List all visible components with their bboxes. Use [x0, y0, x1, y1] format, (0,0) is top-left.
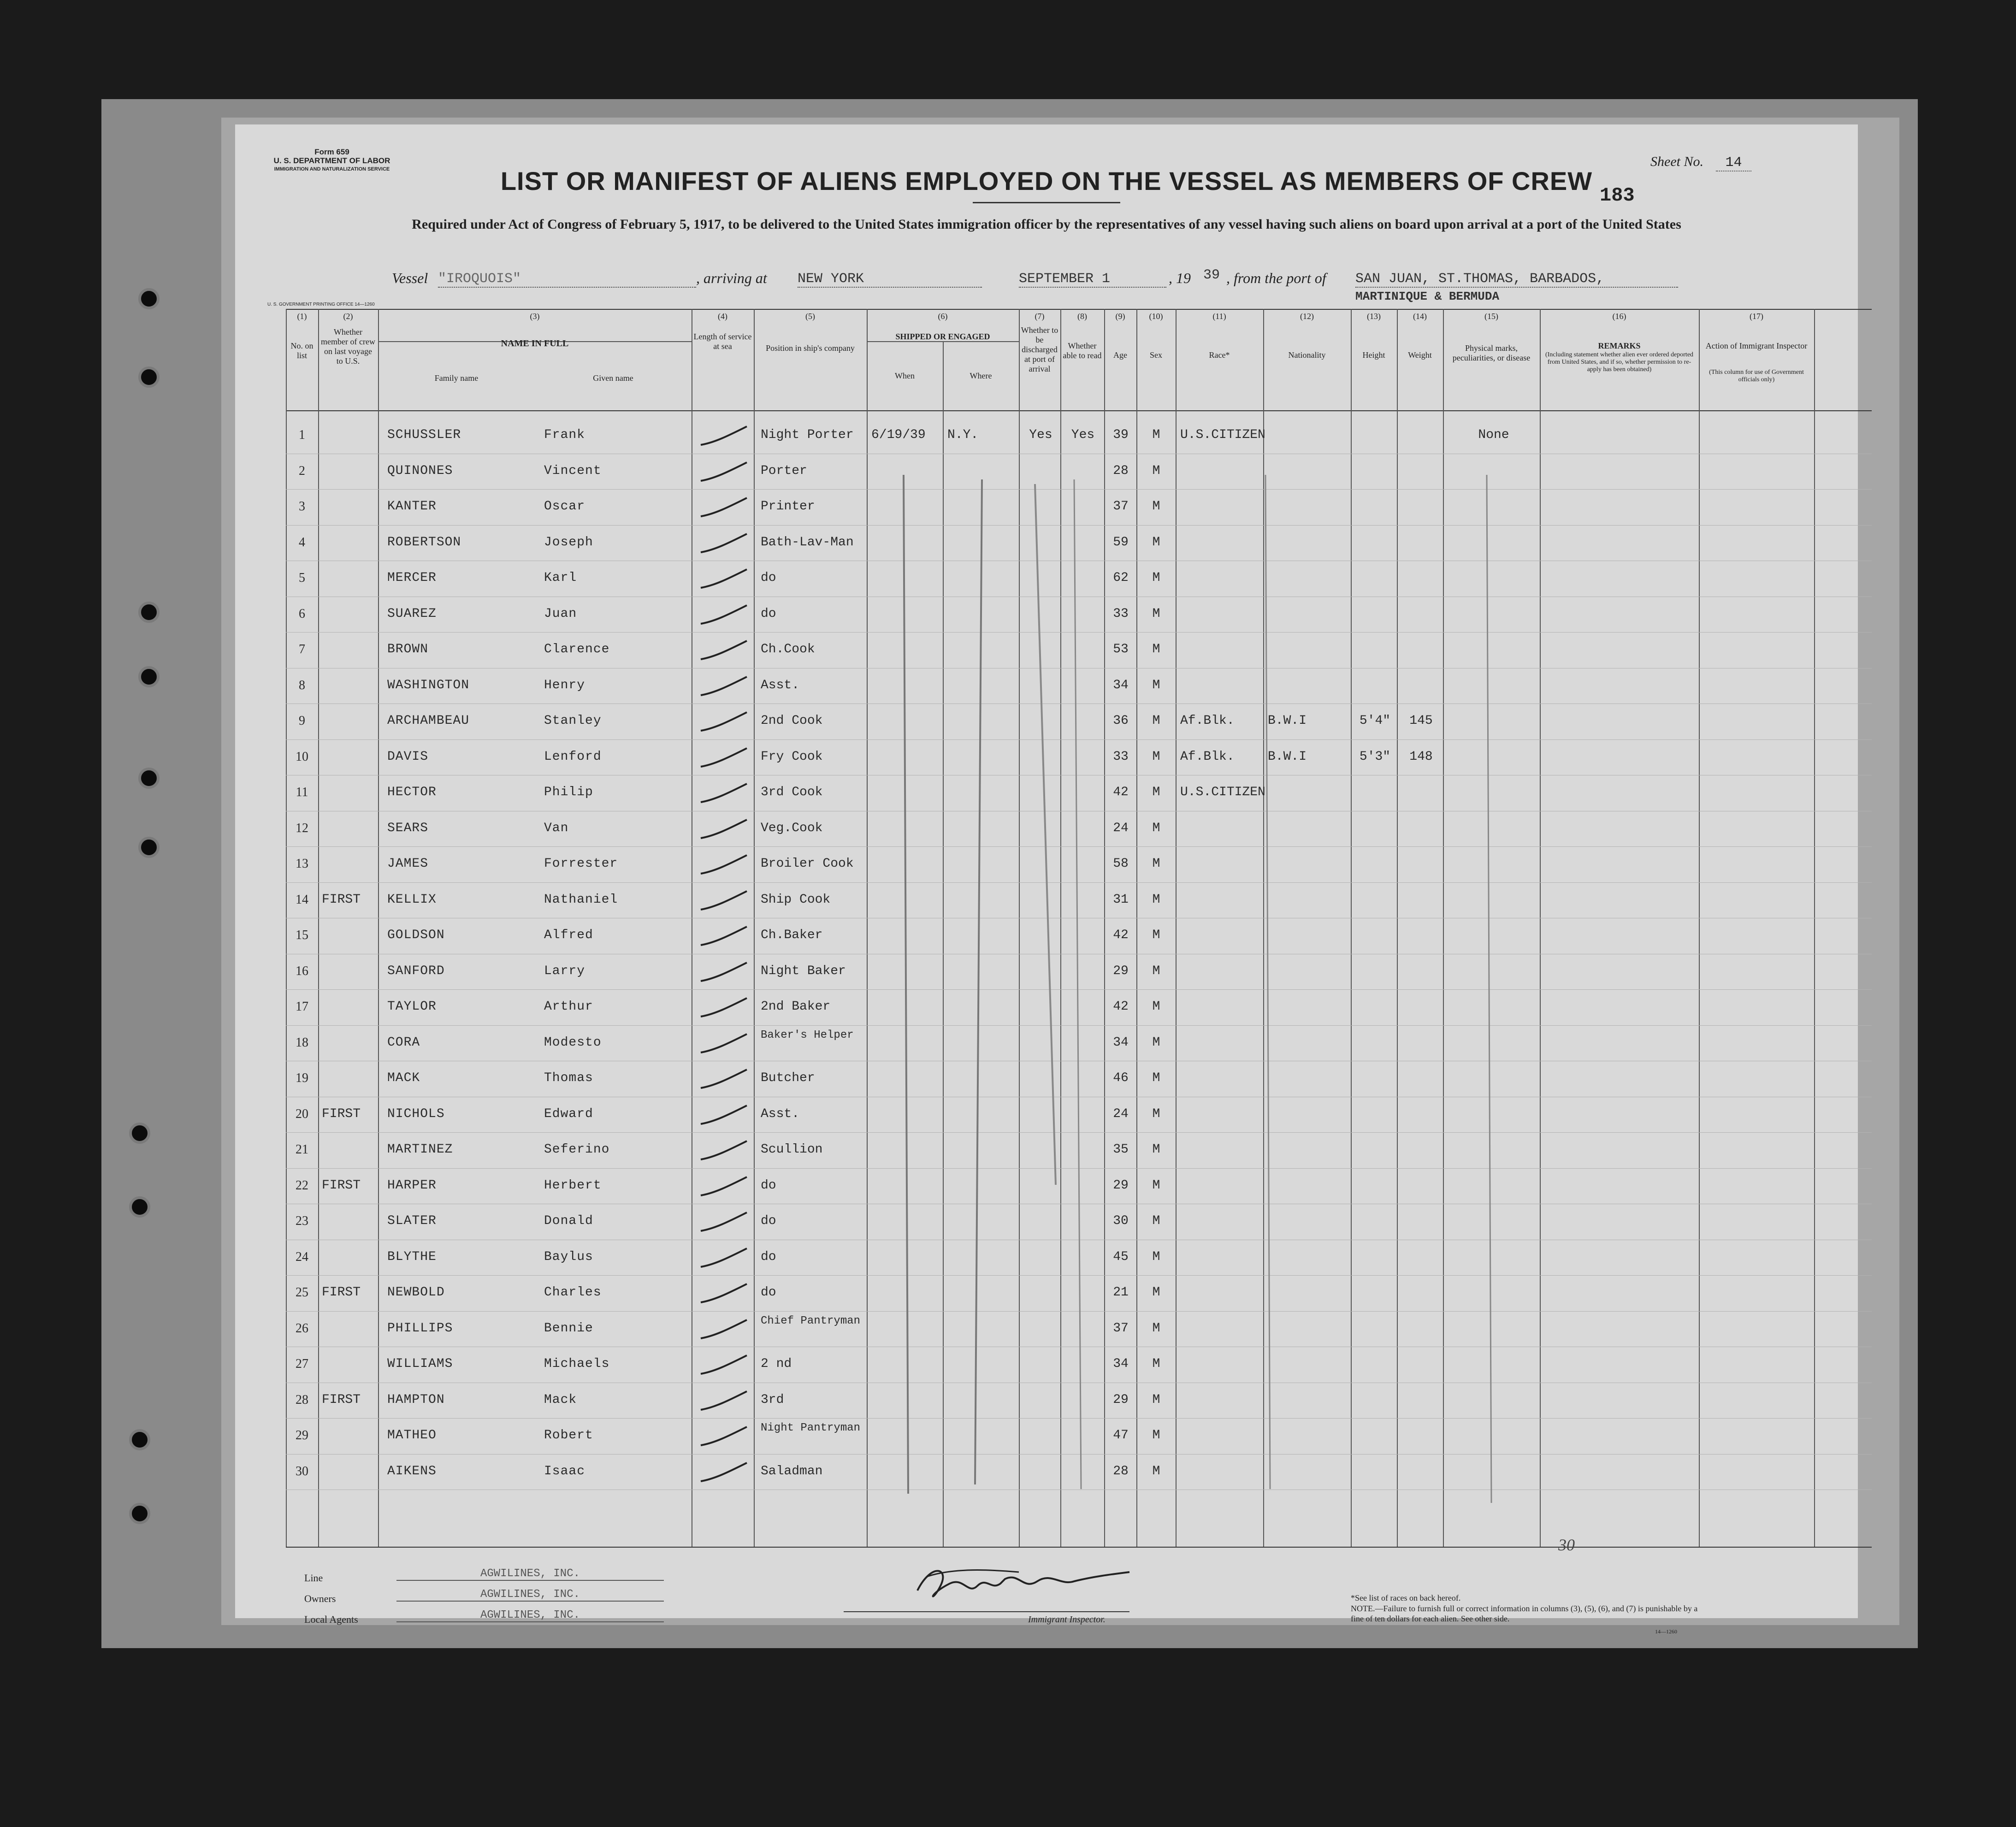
cell-shipped-where: N.Y.	[947, 428, 979, 442]
cell-given-name: Nathaniel	[544, 892, 618, 907]
cell-given-name: Alfred	[544, 928, 593, 942]
from-port-value-2: MARTINIQUE & BERMUDA	[1355, 290, 1500, 303]
cell-previous-voyage: FIRST	[322, 1106, 361, 1121]
cell-family-name: NEWBOLD	[387, 1285, 445, 1300]
cell-given-name: Isaac	[544, 1464, 585, 1478]
agents-label: Local Agents	[304, 1614, 358, 1625]
remarks-instructions: (Including statement whether alien ever ordered deported from United States, and if so, whether permission to re-apply has been obtained)	[1545, 351, 1694, 373]
cell-sex: M	[1152, 999, 1160, 1014]
cell-family-name: TAYLOR	[387, 999, 437, 1014]
cell-position: Porter	[761, 463, 807, 478]
pencil-line	[1265, 475, 1270, 1489]
pencil-marks	[235, 124, 1858, 1618]
action-instructions: (This column for use of Government officials only)	[1709, 369, 1804, 383]
cell-age: 42	[1113, 928, 1129, 942]
cell-row-number: 20	[296, 1106, 308, 1121]
cell-given-name: Edward	[544, 1106, 593, 1121]
cell-given-name: Robert	[544, 1428, 593, 1443]
column-header-shipped: SHIPPED OR ENGAGED	[895, 332, 990, 341]
cell-sex: M	[1152, 463, 1160, 478]
cell-row-number: 13	[296, 857, 308, 871]
cell-row-number: 19	[296, 1071, 308, 1085]
cell-row-number: 7	[299, 642, 305, 656]
cell-family-name: JAMES	[387, 857, 429, 871]
cell-row-number: 23	[296, 1214, 308, 1228]
cell-row-number: 25	[296, 1285, 308, 1300]
cell-family-name: NICHOLS	[387, 1106, 445, 1121]
cell-family-name: SCHUSSLER	[387, 428, 461, 442]
cell-row-number: 11	[296, 785, 308, 799]
cell-row-number: 2	[299, 463, 305, 478]
cell-age: 33	[1113, 606, 1129, 621]
date-value: SEPTEMBER 1	[1019, 271, 1166, 288]
cell-sex: M	[1152, 785, 1160, 799]
cell-sex: M	[1152, 1392, 1160, 1407]
cell-nationality: B.W.I	[1268, 749, 1307, 764]
column-header-physical-marks: Physical marks, peculiarities, or disease	[1452, 343, 1531, 362]
department-name: U. S. DEPARTMENT OF LABOR	[273, 156, 390, 165]
cell-physical-marks: None	[1478, 428, 1509, 442]
cell-row-number: 14	[296, 892, 308, 907]
column-number: (13)	[1367, 312, 1381, 321]
cell-position: Asst.	[761, 1106, 800, 1121]
sheet-number-label: Sheet No.	[1650, 154, 1703, 169]
cell-given-name: Modesto	[544, 1035, 602, 1050]
cell-position: Ch.Cook	[761, 642, 815, 656]
cell-family-name: MARTINEZ	[387, 1142, 453, 1157]
pencil-line	[904, 475, 908, 1494]
cell-sex: M	[1152, 1178, 1160, 1193]
cell-race: U.S.CITIZEN	[1180, 785, 1265, 799]
cell-sex: M	[1152, 1035, 1160, 1050]
cell-family-name: HARPER	[387, 1178, 437, 1193]
cell-age: 47	[1113, 1428, 1129, 1443]
penalty-note: NOTE.—Failure to furnish full or correct information in columns (3), (5), (6), and (7) is punishable by a fine of ten dollars for each alien. See other side.	[1351, 1604, 1698, 1623]
cell-age: 29	[1113, 1392, 1129, 1407]
cell-position: Night Pantryman	[761, 1422, 861, 1434]
cell-height: 5'4"	[1359, 714, 1391, 728]
column-number: (7)	[1035, 312, 1045, 321]
column-subheader-when: When	[895, 371, 915, 380]
cell-row-number: 28	[296, 1392, 308, 1407]
cell-sex: M	[1152, 714, 1160, 728]
vessel-label: Vessel	[392, 270, 428, 286]
cell-position: do	[761, 606, 776, 621]
cell-shipped-when: 6/19/39	[871, 428, 926, 442]
cell-previous-voyage: FIRST	[322, 892, 361, 907]
print-code: 14—1260	[1655, 1628, 1677, 1635]
cell-row-number: 3	[299, 499, 305, 514]
cell-family-name: BROWN	[387, 642, 429, 656]
column-header-weight: Weight	[1408, 350, 1432, 360]
cell-row-number: 8	[299, 678, 305, 692]
cell-previous-voyage: FIRST	[322, 1392, 361, 1407]
sheet-number-value: 14	[1716, 155, 1751, 171]
column-header-position: Position in ship's company	[766, 343, 855, 353]
cell-given-name: Herbert	[544, 1178, 602, 1193]
binder-hole	[129, 1123, 150, 1144]
cell-position: Chief Pantryman	[761, 1314, 861, 1327]
cell-row-number: 10	[296, 749, 308, 764]
binder-hole	[138, 367, 160, 388]
column-number: (2)	[343, 312, 353, 321]
printing-office: U. S. GOVERNMENT PRINTING OFFICE 14—1260	[267, 302, 375, 307]
cell-sex: M	[1152, 1214, 1160, 1228]
column-header-remarks: REMARKS	[1598, 341, 1641, 350]
cell-position: Saladman	[761, 1464, 823, 1478]
column-number: (15)	[1484, 312, 1498, 321]
cell-age: 24	[1113, 821, 1129, 835]
cell-row-number: 4	[299, 535, 305, 550]
cell-given-name: Vincent	[544, 463, 602, 478]
cell-family-name: WILLIAMS	[387, 1357, 453, 1371]
cell-sex: M	[1152, 678, 1160, 692]
cell-position: 3rd Cook	[761, 785, 823, 799]
column-number: (17)	[1750, 312, 1763, 321]
cell-given-name: Thomas	[544, 1071, 593, 1085]
column-number: (9)	[1115, 312, 1125, 321]
cell-family-name: MERCER	[387, 571, 437, 585]
cell-position: Printer	[761, 499, 815, 514]
cell-age: 29	[1113, 964, 1129, 978]
cell-row-number: 29	[296, 1428, 308, 1443]
cell-family-name: CORA	[387, 1035, 420, 1050]
cell-position: Ship Cook	[761, 892, 831, 907]
tally-count: 30	[1558, 1536, 1575, 1554]
binder-hole	[129, 1503, 150, 1524]
cell-family-name: BLYTHE	[387, 1249, 437, 1264]
cell-age: 34	[1113, 1035, 1129, 1050]
cell-position: do	[761, 1178, 776, 1193]
binder-hole	[138, 288, 160, 309]
cell-position: 2nd Baker	[761, 999, 831, 1014]
column-header-race: Race*	[1209, 350, 1230, 360]
cell-position: Asst.	[761, 678, 800, 692]
cell-race: Af.Blk.	[1180, 749, 1235, 764]
cell-position: 2 nd	[761, 1357, 792, 1371]
cell-sex: M	[1152, 1249, 1160, 1264]
cell-age: 24	[1113, 1106, 1129, 1121]
column-number: (10)	[1149, 312, 1163, 321]
column-number: (6)	[938, 312, 948, 321]
cell-sex: M	[1152, 892, 1160, 907]
cell-family-name: ARCHAMBEAU	[387, 714, 470, 728]
cell-age: 35	[1113, 1142, 1129, 1157]
cell-row-number: 15	[296, 928, 308, 942]
cell-age: 46	[1113, 1071, 1129, 1085]
binder-hole	[129, 1429, 150, 1450]
cell-given-name: Joseph	[544, 535, 593, 550]
service-name: IMMIGRATION AND NATURALIZATION SERVICE	[274, 166, 390, 172]
cell-family-name: ROBERTSON	[387, 535, 461, 550]
cell-age: 33	[1113, 749, 1129, 764]
cell-given-name: Michaels	[544, 1357, 610, 1371]
cell-row-number: 16	[296, 964, 308, 978]
column-header-nationality: Nationality	[1288, 350, 1326, 360]
cell-row-number: 26	[296, 1321, 308, 1336]
cell-sex: M	[1152, 571, 1160, 585]
form-number: Form 659	[314, 148, 349, 156]
column-header-age: Age	[1113, 350, 1127, 360]
binder-hole	[138, 768, 160, 789]
cell-given-name: Karl	[544, 571, 577, 585]
cell-previous-voyage: FIRST	[322, 1178, 361, 1193]
column-number: (16)	[1612, 312, 1626, 321]
cell-age: 59	[1113, 535, 1129, 550]
column-header-action: Action of Immigrant Inspector	[1705, 341, 1808, 350]
cell-age: 34	[1113, 1357, 1129, 1371]
cell-height: 5'3"	[1359, 749, 1391, 764]
agents-value: AGWILINES, INC.	[396, 1609, 664, 1622]
cell-position: 2nd Cook	[761, 714, 823, 728]
column-header-no: No. on list	[290, 341, 313, 360]
cell-weight: 145	[1409, 714, 1433, 728]
column-subheader-family: Family name	[434, 373, 479, 383]
cell-race: U.S.CITIZEN	[1180, 428, 1265, 442]
cell-position: Night Baker	[761, 964, 846, 978]
column-number: (1)	[297, 312, 307, 321]
cell-position: Baker's Helper	[761, 1029, 854, 1041]
binder-hole	[129, 1196, 150, 1218]
cell-given-name: Arthur	[544, 999, 593, 1014]
cell-nationality: B.W.I	[1268, 714, 1307, 728]
column-subheader-where: Where	[970, 371, 992, 380]
cell-age: 30	[1113, 1214, 1129, 1228]
cell-age: 37	[1113, 499, 1129, 514]
cell-sex: M	[1152, 535, 1160, 550]
cell-sex: M	[1152, 1321, 1160, 1336]
cell-sex: M	[1152, 749, 1160, 764]
cell-age: 39	[1113, 428, 1129, 442]
column-number: (5)	[805, 312, 815, 321]
cell-position: do	[761, 571, 776, 585]
page-subtitle: Required under Act of Congress of February 5, 1917, to be delivered to the United States immigration officer by the representatives of any vessel having such aliens on board upon arrival at a port of the United States	[412, 217, 1681, 232]
cell-age: 28	[1113, 1464, 1129, 1478]
pencil-line	[1035, 484, 1056, 1185]
cell-position: Bath-Lav-Man	[761, 535, 854, 550]
cell-sex: M	[1152, 1142, 1160, 1157]
cell-row-number: 27	[296, 1357, 308, 1371]
cell-given-name: Charles	[544, 1285, 602, 1300]
cell-sex: M	[1152, 857, 1160, 871]
cell-race: Af.Blk.	[1180, 714, 1235, 728]
cell-sex: M	[1152, 1357, 1160, 1371]
arriving-label: , arriving at	[696, 270, 767, 286]
cell-sex: M	[1152, 428, 1160, 442]
pencil-line	[1487, 475, 1491, 1503]
column-header-height: Height	[1362, 350, 1385, 360]
pencil-line	[1074, 479, 1081, 1489]
cell-sex: M	[1152, 928, 1160, 942]
cell-row-number: 30	[296, 1464, 308, 1478]
cell-given-name: Henry	[544, 678, 585, 692]
cell-sex: M	[1152, 964, 1160, 978]
cell-position: Night Porter	[761, 428, 854, 442]
cell-family-name: KELLIX	[387, 892, 437, 907]
cell-given-name: Juan	[544, 606, 577, 621]
cell-position: do	[761, 1285, 776, 1300]
cell-row-number: 18	[296, 1035, 308, 1050]
cell-family-name: GOLDSON	[387, 928, 445, 942]
cell-row-number: 12	[296, 821, 308, 835]
column-number: (3)	[530, 312, 540, 321]
cell-given-name: Forrester	[544, 857, 618, 871]
cell-sex: M	[1152, 1428, 1160, 1443]
cell-age: 28	[1113, 463, 1129, 478]
cell-family-name: SUAREZ	[387, 606, 437, 621]
inspector-label: Immigrant Inspector.	[1028, 1614, 1106, 1625]
cell-family-name: DAVIS	[387, 749, 429, 764]
cell-position: do	[761, 1214, 776, 1228]
arriving-value: NEW YORK	[798, 271, 982, 288]
cell-age: 29	[1113, 1178, 1129, 1193]
cell-position: Veg.Cook	[761, 821, 823, 835]
cell-row-number: 24	[296, 1249, 308, 1264]
cell-given-name: Donald	[544, 1214, 593, 1228]
cell-family-name: QUINONES	[387, 463, 453, 478]
cell-age: 62	[1113, 571, 1129, 585]
cell-row-number: 6	[299, 606, 305, 621]
cell-age: 21	[1113, 1285, 1129, 1300]
cell-age: 58	[1113, 857, 1129, 871]
cell-family-name: MACK	[387, 1071, 420, 1085]
cell-given-name: Baylus	[544, 1249, 593, 1264]
line-value: AGWILINES, INC.	[396, 1567, 664, 1581]
cell-age: 53	[1113, 642, 1129, 656]
cell-given-name: Lenford	[544, 749, 602, 764]
cell-sex: M	[1152, 606, 1160, 621]
binder-hole	[138, 602, 160, 623]
race-note: *See list of races on back hereof.	[1351, 1593, 1461, 1602]
column-number: (8)	[1077, 312, 1087, 321]
owners-label: Owners	[304, 1593, 336, 1604]
cell-sex: M	[1152, 1464, 1160, 1478]
cell-age: 36	[1113, 714, 1129, 728]
inspector-signature	[899, 1558, 1139, 1609]
cell-position: do	[761, 1249, 776, 1264]
cell-given-name: Clarence	[544, 642, 610, 656]
cell-position: Butcher	[761, 1071, 815, 1085]
column-number: (11)	[1212, 312, 1226, 321]
owners-value: AGWILINES, INC.	[396, 1588, 664, 1602]
cell-row-number: 9	[299, 714, 305, 728]
cell-family-name: WASHINGTON	[387, 678, 470, 692]
cell-given-name: Seferino	[544, 1142, 610, 1157]
cell-row-number: 21	[296, 1142, 308, 1157]
cell-family-name: MATHEO	[387, 1428, 437, 1443]
line-label: Line	[304, 1572, 323, 1584]
cell-family-name: SEARS	[387, 821, 429, 835]
stamp-number: 183	[1600, 184, 1635, 207]
cell-weight: 148	[1409, 749, 1433, 764]
cell-position: Scullion	[761, 1142, 823, 1157]
cell-family-name: KANTER	[387, 499, 437, 514]
column-subheader-given: Given name	[593, 373, 633, 383]
cell-given-name: Frank	[544, 428, 585, 442]
cell-given-name: Bennie	[544, 1321, 593, 1336]
cell-discharged: Yes	[1029, 428, 1052, 442]
cell-sex: M	[1152, 642, 1160, 656]
column-header-sex: Sex	[1150, 350, 1162, 360]
cell-given-name: Philip	[544, 785, 593, 799]
cell-given-name: Larry	[544, 964, 585, 978]
cell-family-name: PHILLIPS	[387, 1321, 453, 1336]
cell-age: 42	[1113, 785, 1129, 799]
column-number: (14)	[1413, 312, 1427, 321]
cell-age: 34	[1113, 678, 1129, 692]
cell-family-name: HECTOR	[387, 785, 437, 799]
year-prefix: , 19	[1169, 270, 1191, 286]
cell-family-name: SLATER	[387, 1214, 437, 1228]
binder-hole	[138, 837, 160, 858]
cell-row-number: 1	[299, 428, 305, 442]
column-header-name: NAME IN FULL	[501, 338, 569, 349]
cell-sex: M	[1152, 1106, 1160, 1121]
signature-line	[844, 1611, 1129, 1612]
cell-age: 31	[1113, 892, 1129, 907]
binder-hole	[138, 666, 160, 687]
cell-age: 45	[1113, 1249, 1129, 1264]
column-header-service: Length of service at sea	[693, 332, 752, 351]
cell-row-number: 22	[296, 1178, 308, 1193]
year-value: 39	[1203, 267, 1220, 283]
cell-sex: M	[1152, 1071, 1160, 1085]
cell-able-to-read: Yes	[1071, 428, 1095, 442]
column-header-discharged: Whether to be discharged at port of arrival	[1021, 325, 1058, 373]
cell-position: Broiler Cook	[761, 857, 854, 871]
from-port-label: , from the port of	[1226, 270, 1326, 286]
cell-position: Ch.Baker	[761, 928, 823, 942]
vessel-value: "IROQUOIS"	[438, 271, 696, 288]
from-port-value-1: SAN JUAN, ST.THOMAS, BARBADOS,	[1355, 271, 1678, 288]
pencil-line	[975, 479, 982, 1484]
page-title: LIST OR MANIFEST OF ALIENS EMPLOYED ON THE VESSEL AS MEMBERS OF CREW	[500, 166, 1593, 195]
cell-row-number: 17	[296, 999, 308, 1014]
cell-family-name: HAMPTON	[387, 1392, 445, 1407]
cell-given-name: Oscar	[544, 499, 585, 514]
cell-sex: M	[1152, 821, 1160, 835]
cell-family-name: SANFORD	[387, 964, 445, 978]
column-number: (12)	[1300, 312, 1314, 321]
cell-sex: M	[1152, 499, 1160, 514]
cell-age: 42	[1113, 999, 1129, 1014]
cell-given-name: Mack	[544, 1392, 577, 1407]
column-number: (4)	[718, 312, 727, 321]
manifest-sheet	[235, 124, 1858, 1635]
cell-age: 37	[1113, 1321, 1129, 1336]
cell-given-name: Van	[544, 821, 569, 835]
cell-previous-voyage: FIRST	[322, 1285, 361, 1300]
cell-sex: M	[1152, 1285, 1160, 1300]
cell-given-name: Stanley	[544, 714, 602, 728]
cell-family-name: AIKENS	[387, 1464, 437, 1478]
column-header-read: Whether able to read	[1063, 341, 1102, 360]
cell-position: 3rd	[761, 1392, 784, 1407]
cell-position: Fry Cook	[761, 749, 823, 764]
column-header-previous-voyage: Whether member of crew on last voyage to U.S.	[321, 327, 375, 366]
cell-row-number: 5	[299, 571, 305, 585]
